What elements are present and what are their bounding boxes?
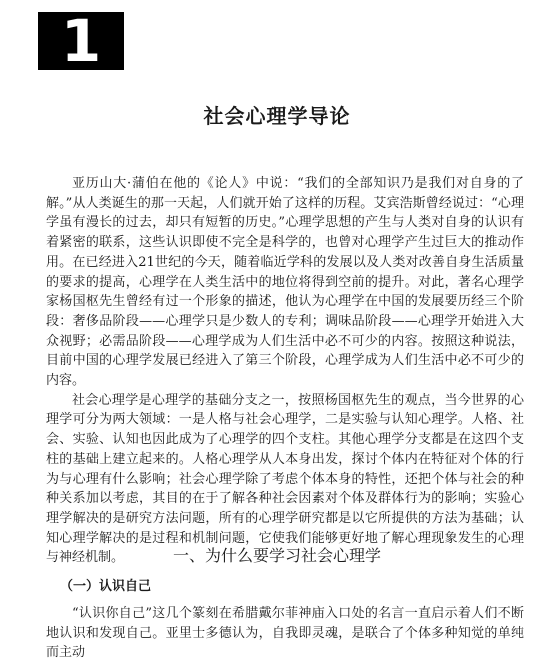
section-heading: 一、为什么要学习社会心理学 [172, 546, 381, 565]
paragraph: 社会心理学是心理学的基础分支之一，按照杨国枢先生的观点，当今世界的心理学可分为两大领域：一是人格与社会心理学，二是实验与认知心理学。人格、社会、实验、认知也因此成为了心理学的四个支柱。其他心理学分支都是在这四个支柱的基础上建立起来的。人格心理学从人本身出发，探讨个体内在特征对个体的行为与心理有什么影响；社会心理学除了考虑个体本身的特性，还把个体与社会的种种关系加以考虑，其目的在于了解各种社会因素对个体及群体行为的影响；实验心理学解决的是研究方法问题，所有的心理学研究都是以它所提供的方法为基础；认知心理学解决的是过程和机制问题，它使我们能够更好地了解心理现象发生的心理与神经机制。 [46, 392, 524, 566]
intro-body [46, 174, 524, 568]
paragraph: 亚历山大·蒲伯在他的《论人》中说：“我们的全部知识乃是我们对自身的了解。”从人类诞生的那一天起，人们就开始了这样的历程。艾宾浩斯曾经说过：“心理学虽有漫长的过去，却只有短暂的历史。”心理学思想的产生与人类对自身的认识有着紧密的联系，这些认识即使不完全是科学的，也曾对心理学产生过巨大的推动作用。在已经进入21世纪的今天，随着临近学科的发展以及人类对改善自身生活质量的要求的提高，心理学在人类生活中的地位将得到空前的提升。对此，著名心理学家杨国枢先生曾经有过一个形象的描述，他认为心理学在中国的发展要历经三个阶段：奢侈品阶段——心理学只是少数人的专利；调味品阶段——心理学开始进入大众视野；必需品阶段——心理学成为人们生活中必不可少的内容。按照这种说法，目前中国的心理学发展已经进入了第三个阶段，心理学成为人们生活中必不可少的内容。 [46, 176, 524, 389]
section1-body [46, 604, 524, 663]
paragraph: “认识你自己”这几个篆刻在希腊戴尔菲神庙入口处的名言一直启示着人们不断地认识和发现自己。亚里士多德认为，自我即灵魂，是联合了个体多种知觉的单纯而主动 [46, 606, 524, 661]
chapter-title: 社会心理学导论 [203, 104, 351, 128]
chapter-number-badge: 1 [38, 12, 124, 70]
subsection-heading: （一）认识自己 [60, 579, 152, 594]
